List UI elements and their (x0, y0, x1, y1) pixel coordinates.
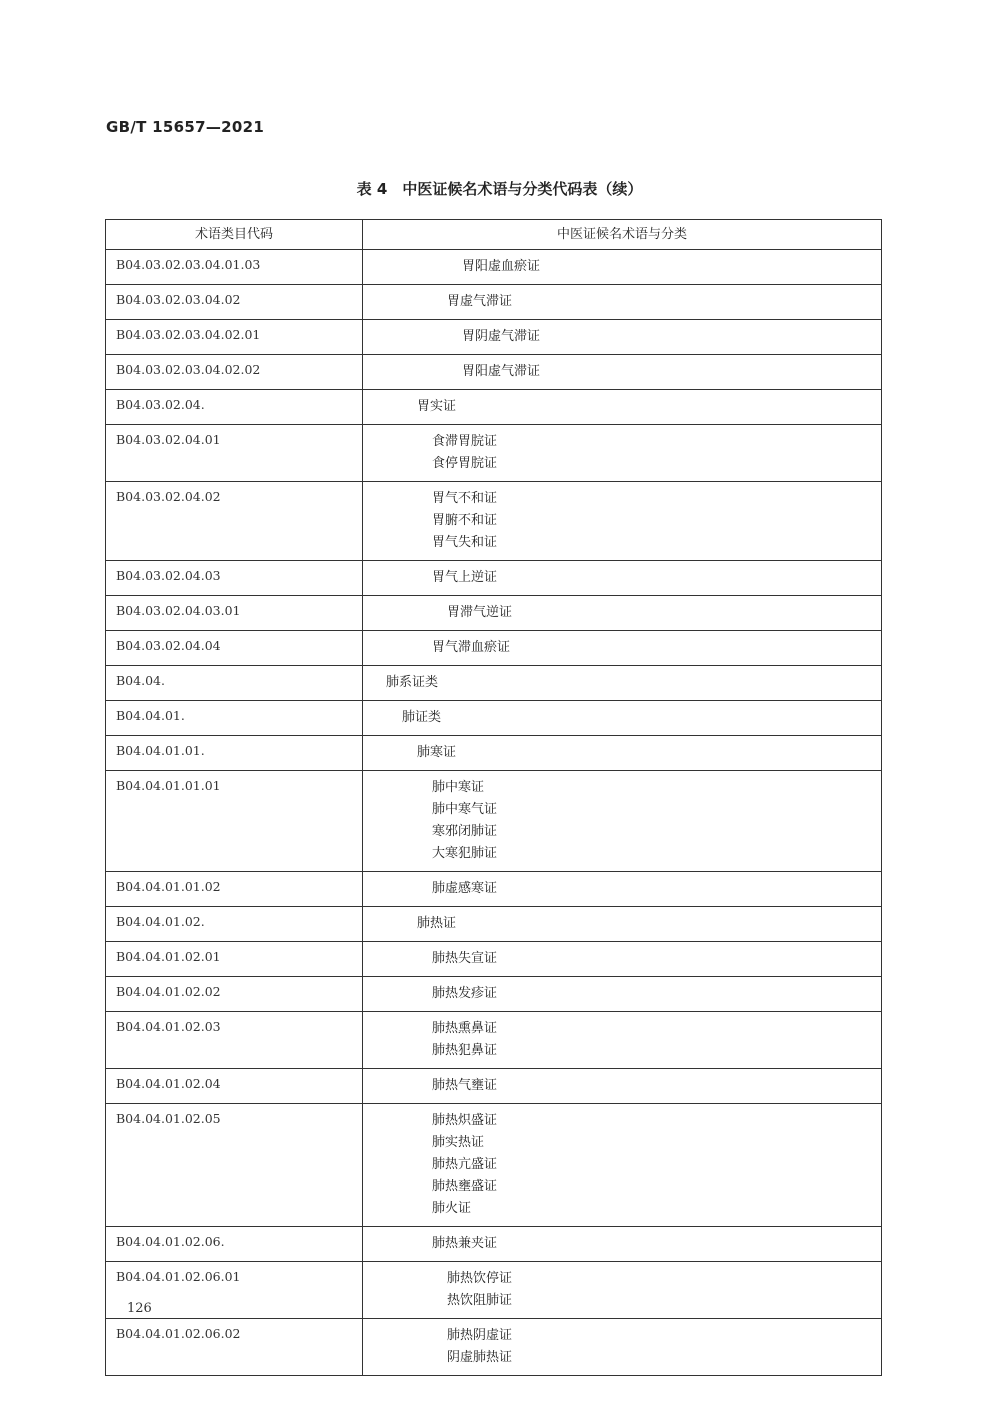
table-row (106, 355, 882, 390)
syndrome-term: 肺热熏鼻证 (432, 1021, 498, 1036)
term-code-cell: B04.04.01.01.01 (106, 771, 363, 872)
syndrome-term: 肺实热证 (432, 1135, 485, 1150)
table-row (106, 977, 882, 1012)
syndrome-term: 胃腑不和证 (432, 513, 498, 528)
table-body (106, 250, 882, 1376)
syndrome-term: 肺热失宣证 (432, 951, 498, 966)
term-names-cell (363, 872, 882, 907)
table-row (106, 1069, 882, 1104)
syndrome-term: 胃阴虚气滞证 (462, 329, 541, 344)
term-code-cell: B04.03.02.03.04.02.01 (106, 320, 363, 355)
table-row (106, 942, 882, 977)
syndrome-term: 大寒犯肺证 (432, 846, 498, 861)
syndrome-term: 胃实证 (417, 399, 457, 414)
term-code-cell: B04.04.01.02.06.01 (106, 1262, 363, 1319)
term-names-cell (363, 390, 882, 425)
syndrome-term: 胃气上逆证 (432, 570, 498, 585)
term-code-cell: B04.03.02.04.02 (106, 482, 363, 561)
table-row (106, 872, 882, 907)
term-names-cell (363, 666, 882, 701)
column-header-term: 中医证候名术语与分类 (363, 220, 882, 250)
term-code-cell: B04.04.01.02.05 (106, 1104, 363, 1227)
term-code-cell: B04.04.01.02.04 (106, 1069, 363, 1104)
table-row (106, 596, 882, 631)
syndrome-term: 胃气失和证 (432, 535, 498, 550)
table-row (106, 390, 882, 425)
syndrome-term: 肺热兼夹证 (432, 1236, 498, 1251)
table-row (106, 736, 882, 771)
table-row (106, 1262, 882, 1319)
term-code-cell: B04.03.02.04. (106, 390, 363, 425)
syndrome-term: 肺虚感寒证 (432, 881, 498, 896)
table-row (106, 666, 882, 701)
term-code-cell: B04.03.02.03.04.02 (106, 285, 363, 320)
table-header-row (106, 220, 882, 250)
table-title: 表 4 中医证候名术语与分类代码表（续） (356, 180, 643, 198)
term-code-cell: B04.03.02.03.04.01.03 (106, 250, 363, 285)
table-row (106, 1012, 882, 1069)
standard-number: GB/T 15657—2021 (106, 118, 265, 136)
term-names-cell (363, 596, 882, 631)
syndrome-term: 肺热阴虚证 (447, 1328, 513, 1343)
syndrome-term: 胃气滞血瘀证 (432, 640, 511, 655)
term-code-cell: B04.04.01.02.06. (106, 1227, 363, 1262)
term-names-cell (363, 561, 882, 596)
term-names-cell (363, 1319, 882, 1376)
syndrome-term: 胃虚气滞证 (447, 294, 513, 309)
term-names-cell (363, 942, 882, 977)
term-names-cell (363, 355, 882, 390)
syndrome-term: 热饮阻肺证 (447, 1293, 513, 1308)
term-names-cell (363, 771, 882, 872)
syndrome-term: 肺热亢盛证 (432, 1157, 498, 1172)
syndrome-term: 肺中寒气证 (432, 802, 498, 817)
table-row (106, 631, 882, 666)
syndrome-term: 肺热炽盛证 (432, 1113, 498, 1128)
syndrome-term: 肺热壅盛证 (432, 1179, 498, 1194)
term-names-cell (363, 250, 882, 285)
term-code-cell: B04.04.01.02.03 (106, 1012, 363, 1069)
term-names-cell (363, 1227, 882, 1262)
term-names-cell (363, 425, 882, 482)
term-code-cell: B04.03.02.04.01 (106, 425, 363, 482)
term-names-cell (363, 1262, 882, 1319)
syndrome-term: 肺热证 (417, 916, 457, 931)
table-row (106, 285, 882, 320)
term-code-cell: B04.03.02.04.03 (106, 561, 363, 596)
table-row (106, 425, 882, 482)
syndrome-term: 食停胃脘证 (432, 456, 498, 471)
term-names-cell (363, 482, 882, 561)
syndrome-term: 肺中寒证 (432, 780, 485, 795)
term-names-cell (363, 285, 882, 320)
syndrome-term: 肺火证 (432, 1201, 472, 1216)
term-code-cell: B04.03.02.03.04.02.02 (106, 355, 363, 390)
table-row (106, 250, 882, 285)
syndrome-term: 肺证类 (402, 710, 442, 725)
term-code-cell: B04.03.02.04.04 (106, 631, 363, 666)
term-names-cell (363, 320, 882, 355)
term-code-cell: B04.04.01.02. (106, 907, 363, 942)
syndrome-term: 寒邪闭肺证 (432, 824, 498, 839)
term-code-cell: B04.04.01.01. (106, 736, 363, 771)
syndrome-term: 食滞胃脘证 (432, 434, 498, 449)
table-row (106, 1104, 882, 1227)
table-row (106, 561, 882, 596)
term-code-cell: B04.04.01.01.02 (106, 872, 363, 907)
table-row (106, 482, 882, 561)
syndrome-term: 胃滞气逆证 (447, 605, 513, 620)
syndrome-term: 肺热气壅证 (432, 1078, 498, 1093)
term-code-cell: B04.03.02.04.03.01 (106, 596, 363, 631)
column-header-code: 术语类目代码 (106, 220, 363, 250)
syndrome-term: 胃阳虚血瘀证 (462, 259, 541, 274)
term-names-cell (363, 1104, 882, 1227)
table-row (106, 907, 882, 942)
term-code-cell: B04.04.01.02.02 (106, 977, 363, 1012)
syndrome-term: 阴虚肺热证 (447, 1350, 513, 1365)
syndrome-term: 肺热发疹证 (432, 986, 498, 1001)
code-table (105, 219, 882, 1376)
syndrome-term: 肺热饮停证 (447, 1271, 513, 1286)
table-row (106, 1227, 882, 1262)
syndrome-term: 肺寒证 (417, 745, 457, 760)
term-code-cell: B04.04.01.02.01 (106, 942, 363, 977)
term-names-cell (363, 701, 882, 736)
table-row (106, 771, 882, 872)
table-row (106, 320, 882, 355)
term-code-cell: B04.04.01.02.06.02 (106, 1319, 363, 1376)
term-names-cell (363, 907, 882, 942)
syndrome-term: 胃气不和证 (432, 491, 498, 506)
table-row (106, 701, 882, 736)
term-names-cell (363, 977, 882, 1012)
term-code-cell: B04.04.01. (106, 701, 363, 736)
syndrome-term: 肺系证类 (386, 675, 439, 690)
term-names-cell (363, 1012, 882, 1069)
table-row (106, 1319, 882, 1376)
term-code-cell: B04.04. (106, 666, 363, 701)
term-names-cell (363, 631, 882, 666)
term-names-cell (363, 736, 882, 771)
page-number: 126 (127, 1301, 152, 1316)
syndrome-term: 胃阳虚气滞证 (462, 364, 541, 379)
syndrome-term: 肺热犯鼻证 (432, 1043, 498, 1058)
term-names-cell (363, 1069, 882, 1104)
